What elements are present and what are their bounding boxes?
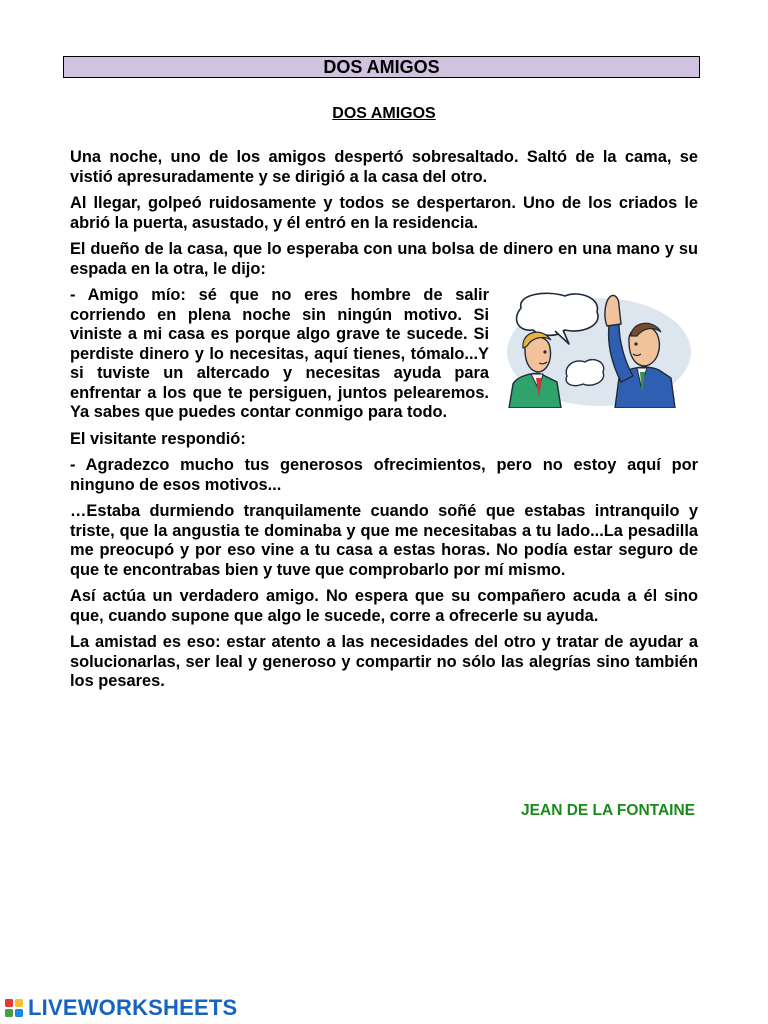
brand-name: LIVEWORKSHEETS [28,995,238,1020]
paragraph-2: Al llegar, golpeó ruidosamente y todos se despertaron. Uno de los criados le abrió la puerta, asustado, y él entró en la residencia. [70,194,698,232]
two-friends-illustration [503,286,698,408]
paragraph-7: …Estaba durmiendo tranquilamente cuando soñé que estabas intranquilo y triste, que la angustia te dominaba y que me necesitabas a tu lado...La pesadilla me preocupó y por eso vine a tu casa a estas horas. No podía estar seguro de que te encontrabas bien y tuve que comprobarlo por mí mismo. [70,502,698,579]
paragraph-9: La amistad es eso: estar atento a las necesidades del otro y tratar de ayudar a solucionarlas, ser leal y generoso y compartir no sólo las alegrías sino también los pesares. [70,633,698,690]
liveworksheets-brand[interactable] [4,997,237,1019]
paragraph-4 [70,286,698,423]
author-name: JEAN DE LA FONTAINE [521,802,695,819]
document-title: DOS AMIGOS [332,105,436,122]
story-body [70,148,698,699]
header-title: DOS AMIGOS [323,57,440,77]
paragraph-1: Una noche, uno de los amigos despertó sobresaltado. Saltó de la cama, se vistió apresuradamente y se dirigió a la casa del otro. [70,148,698,186]
liveworksheets-logo-icon [4,998,24,1018]
header-bar [63,56,700,78]
paragraph-3: El dueño de la casa, que lo esperaba con una bolsa de dinero en una mano y su espada en la otra, le dijo: [70,240,698,278]
paragraph-6: - Agradezco mucho tus generosos ofrecimientos, pero no estoy aquí por ninguno de esos motivos... [70,456,698,494]
paragraph-4-text: - Amigo mío: sé que no eres hombre de salir corriendo en plena noche sin ningún motivo. Si viniste a mi casa es porque algo grave te sucede. Si perdiste dinero y lo necesitas, aquí tienes, tómalo...Y si tuviste un altercado y necesitas ayuda para enfrentar a los que te persiguen, juntos pelearemos. Ya sabes que puedes contar conmigo para todo. [70,286,489,421]
paragraph-8: Así actúa un verdadero amigo. No espera que su compañero acuda a él sino que, cuando supone que algo le sucede, corre a ofrecerle su ayuda. [70,587,698,625]
paragraph-5: El visitante respondió: [70,429,246,448]
